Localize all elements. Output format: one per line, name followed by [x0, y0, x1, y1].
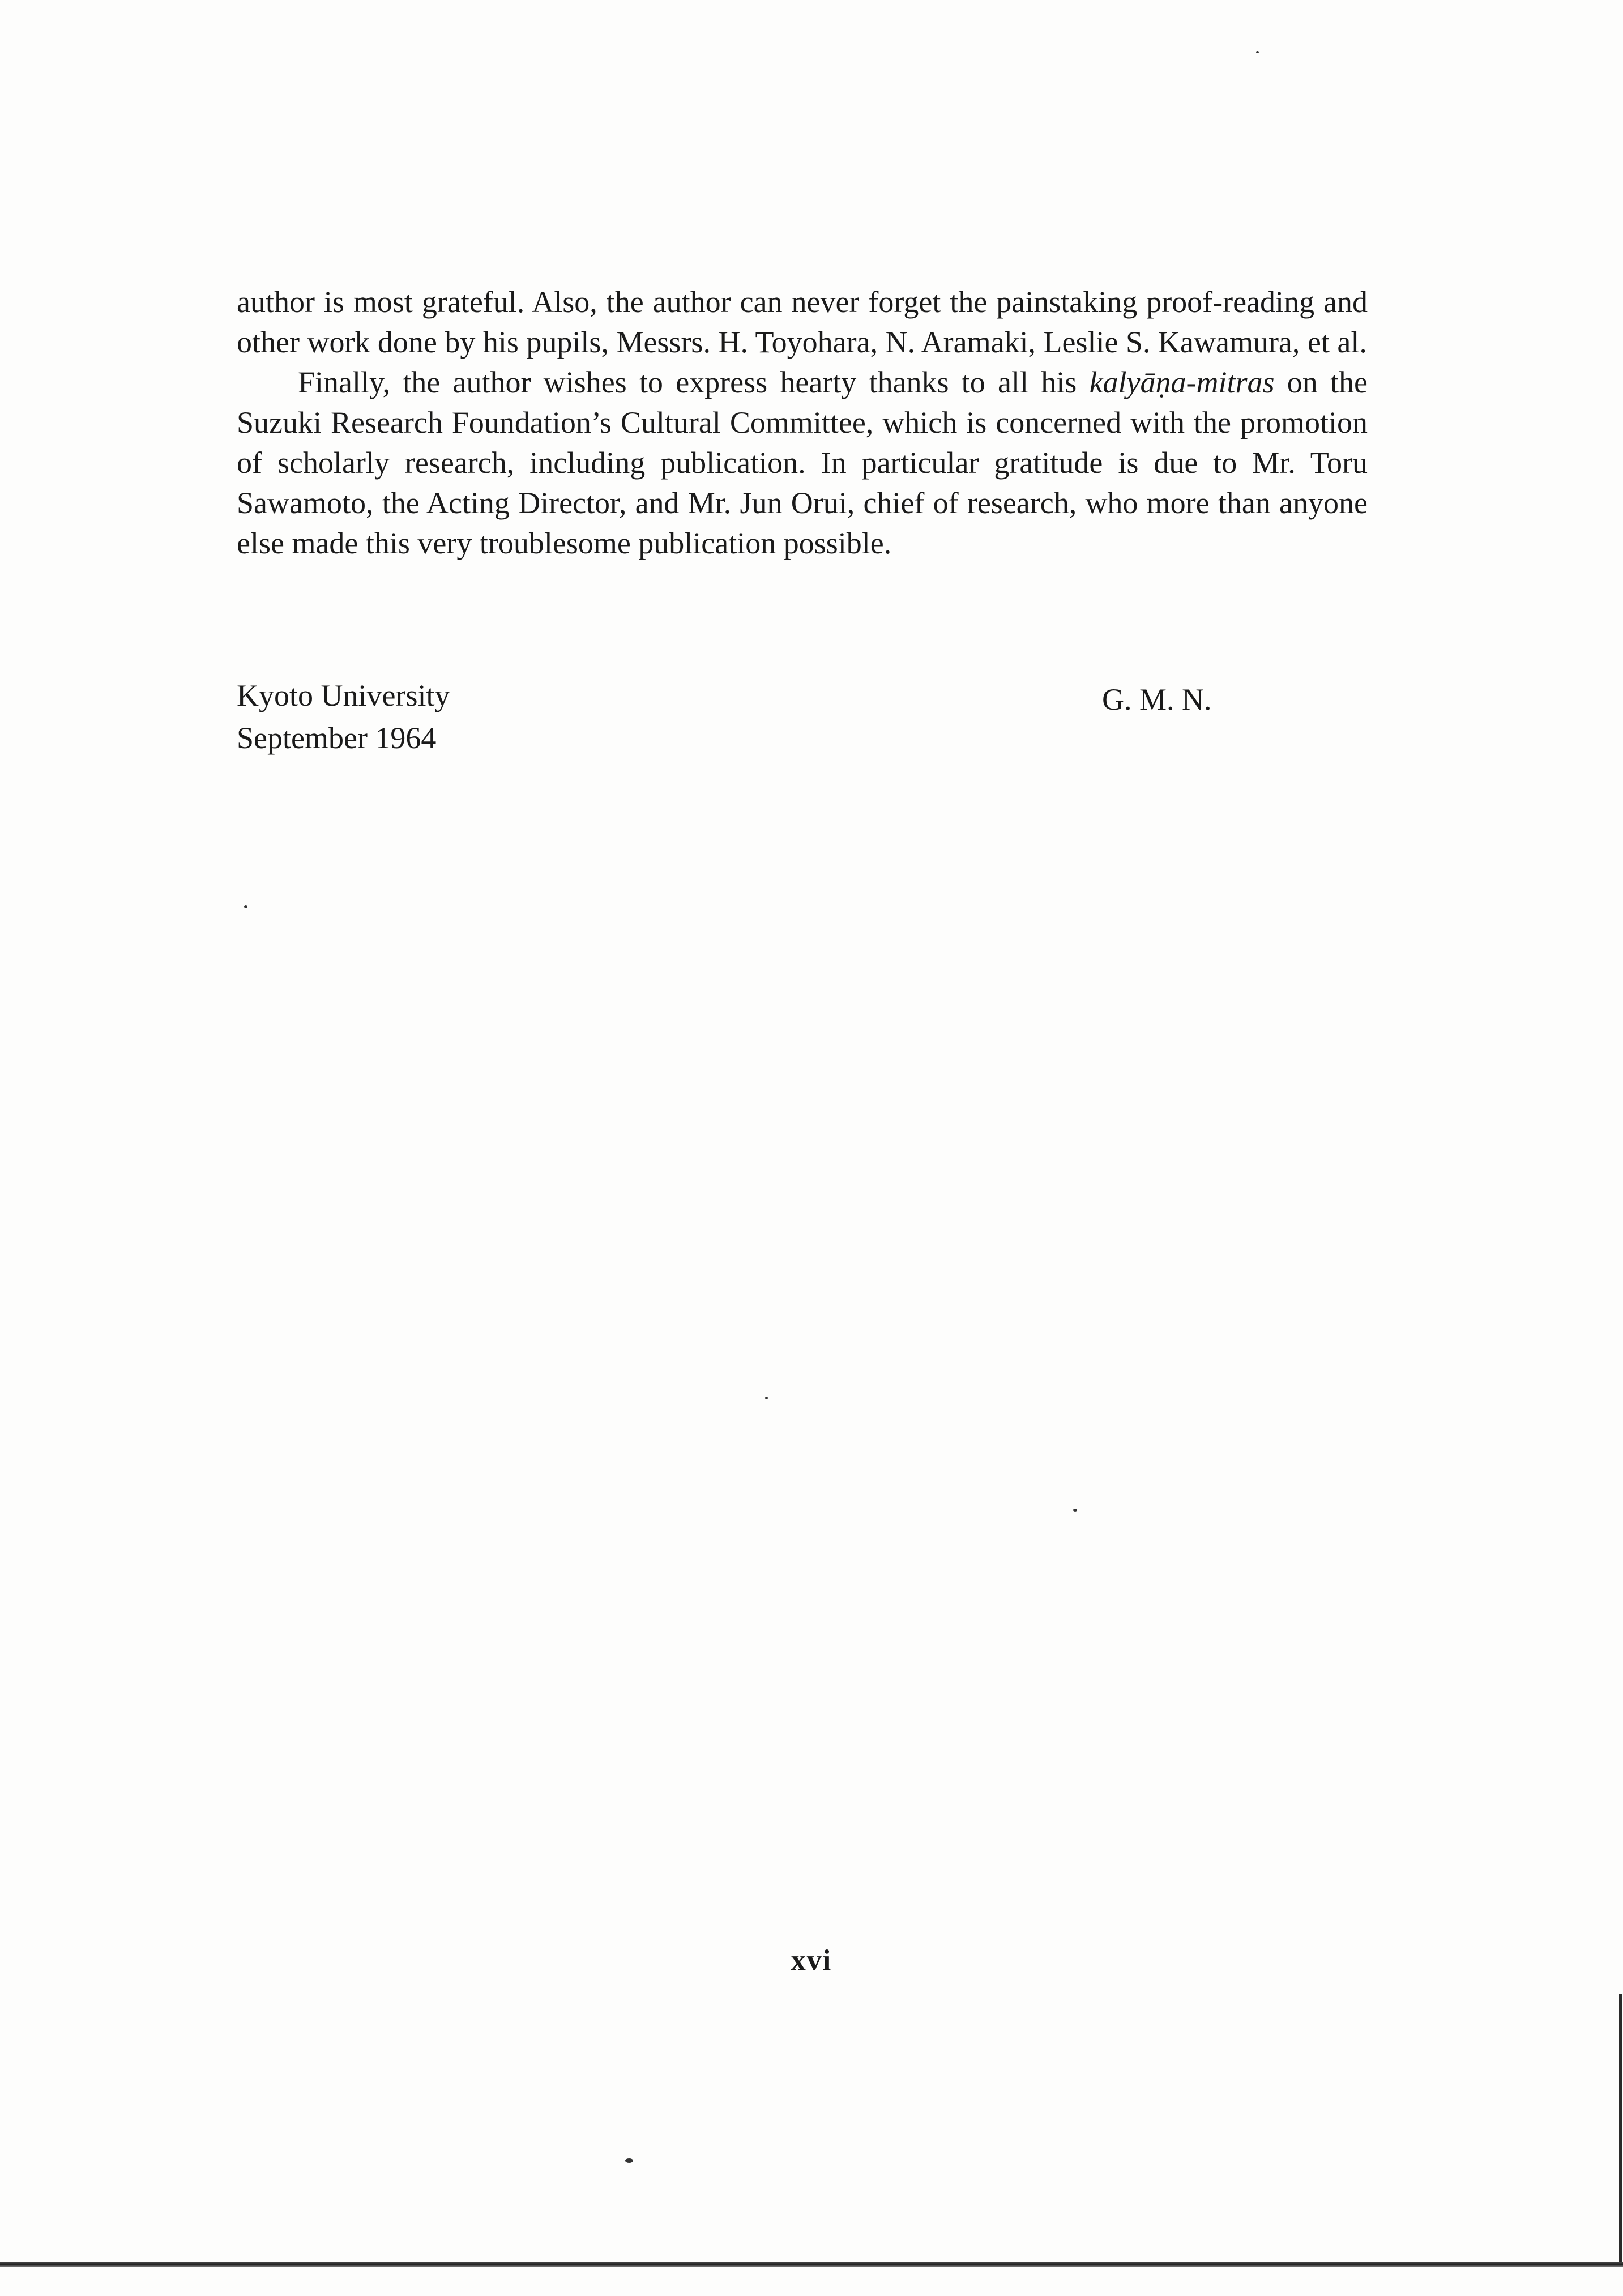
scan-page-edge [1619, 1994, 1622, 2265]
body-text [237, 282, 1368, 564]
paragraph-2-text-end: on the Suzuki Research Foundation’s Cultural Committee, which is concerned with the promotion of scholarly research, including publication. In particular gratitude is due to Mr. Toru Sawamoto, the Acting Director, and Mr. Jun Orui, chief of research, who more than anyone else made this very troublesome publication possible. [237, 365, 1368, 560]
signoff-date: September 1964 [237, 721, 437, 755]
scan-speck [1256, 51, 1259, 53]
scan-speck [765, 1397, 768, 1399]
page-number: xvi [791, 1944, 832, 1977]
scan-speck [625, 2158, 633, 2163]
paragraph-1-text: author is most grateful. Also, the author can never forget the painstaking proof-reading and other work done by his pupils, Messrs. H. Toyohara, N. Aramaki, Leslie S. Kawamura, et al. [237, 285, 1368, 359]
signoff-initials: G. M. N. [1102, 682, 1212, 716]
scan-speck [1073, 1509, 1077, 1512]
paragraph-2-italic-term: kalyāṇa-mitras [1089, 365, 1275, 399]
scan-speck [244, 905, 247, 908]
paragraph-2-text-start: Finally, the author wishes to express hearty thanks to all his [298, 365, 1090, 399]
signoff-place-date [237, 675, 450, 759]
scan-bottom-edge [0, 2262, 1623, 2267]
paragraph-final-thanks [237, 362, 1368, 564]
signoff-place: Kyoto University [237, 678, 450, 712]
paragraph-acknowledgement [237, 282, 1368, 362]
